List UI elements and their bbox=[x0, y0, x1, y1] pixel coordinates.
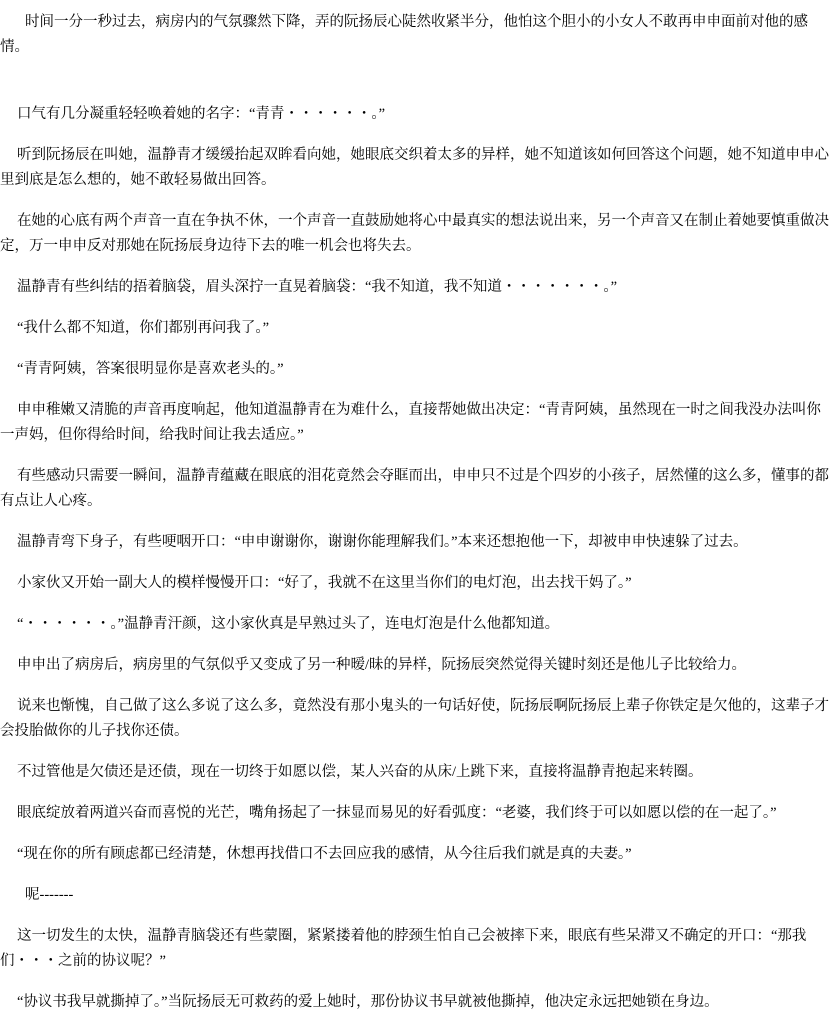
paragraph: 申申出了病房后，病房里的气氛似乎又变成了另一种暧/昧的异样，阮扬辰突然觉得关键时刻还是他儿子比较给力。 bbox=[17, 657, 747, 673]
paragraph: 这一切发生的太快，温静青脑袋还有些蒙圈，紧紧搂着他的脖颈生怕自己会被摔下来，眼底有些呆滞又不确定的开口：“那我们・・・之前的协议呢？” bbox=[0, 928, 807, 969]
paragraph: 说来也惭愧，自己做了这么多说了这么多，竟然没有那小鬼头的一句话好使，阮扬辰啊阮扬辰上辈子你铁定是欠他的，这辈子才会投胎做你的儿子找你还债。 bbox=[0, 698, 829, 739]
paragraph: “协议书我早就撕掉了。”当阮扬辰无可救药的爱上她时，那份协议书早就被他撕掉，他决定永远把她锁在身边。 bbox=[17, 994, 719, 1010]
paragraph: “青青阿姨，答案很明显你是喜欢老头的。” bbox=[17, 361, 284, 377]
paragraph: 口气有几分凝重轻轻唤着她的名字：“青青・・・・・・。” bbox=[17, 106, 386, 122]
paragraph: “现在你的所有顾虑都已经清楚，休想再找借口不去回应我的感情，从今往后我们就是真的夫妻。” bbox=[17, 846, 632, 862]
paragraph: 温静青弯下身子，有些哽咽开口：“申申谢谢你，谢谢你能理解我们。”本来还想抱他一下，却被申申快速躲了过去。 bbox=[17, 534, 748, 550]
paragraph: 在她的心底有两个声音一直在争执不休，一个声音一直鼓励她将心中最真实的想法说出来，另一个声音又在制止着她要慎重做决定，万一申申反对那她在阮扬辰身边待下去的唯一机会也将失去。 bbox=[0, 213, 829, 254]
paragraph: 不过管他是欠债还是还债，现在一切终于如愿以偿，某人兴奋的从床/上跳下来，直接将温静青抱起来转圈。 bbox=[17, 764, 703, 780]
paragraph: “・・・・・・。”温静青汗颜，这小家伙真是早熟过头了，连电灯泡是什么他都知道。 bbox=[17, 616, 560, 632]
paragraph: 小家伙又开始一副大人的模样慢慢开口：“好了，我就不在这里当你们的电灯泡，出去找干妈了。” bbox=[17, 575, 632, 591]
paragraph: 时间一分一秒过去，病房内的气氛骤然下降，弄的阮扬辰心陡然收紧半分，他怕这个胆小的小女人不敢再申申面前对他的感情。 bbox=[0, 14, 808, 55]
paragraph: 听到阮扬辰在叫她，温静青才缓缓抬起双眸看向她，她眼底交织着太多的异样，她不知道该如何回答这个问题，她不知道申申心里到底是怎么想的，她不敢轻易做出回答。 bbox=[0, 147, 829, 188]
paragraph: 温静青有些纠结的捂着脑袋，眉头深拧一直晃着脑袋：“我不知道，我不知道・・・・・・・。” bbox=[17, 279, 618, 295]
paragraph: 有些感动只需要一瞬间，温静青蕴藏在眼底的泪花竟然会夺眶而出，申申只不过是个四岁的小孩子，居然懂的这么多，懂事的都有点让人心疼。 bbox=[0, 468, 829, 509]
paragraph: 申申稚嫩又清脆的声音再度响起，他知道温静青在为难什么，直接帮她做出决定：“青青阿姨，虽然现在一时之间我没办法叫你一声妈，但你得给时间，给我时间让我去适应。” bbox=[0, 402, 821, 443]
paragraph: “我什么都不知道，你们都别再问我了。” bbox=[17, 320, 270, 336]
paragraph: 眼底绽放着两道兴奋而喜悦的光芒，嘴角扬起了一抹显而易见的好看弧度：“老婆，我们终于可以如愿以偿的在一起了。” bbox=[17, 805, 777, 821]
paragraph-list bbox=[0, 10, 835, 1015]
paragraph: 呢------- bbox=[25, 887, 74, 903]
